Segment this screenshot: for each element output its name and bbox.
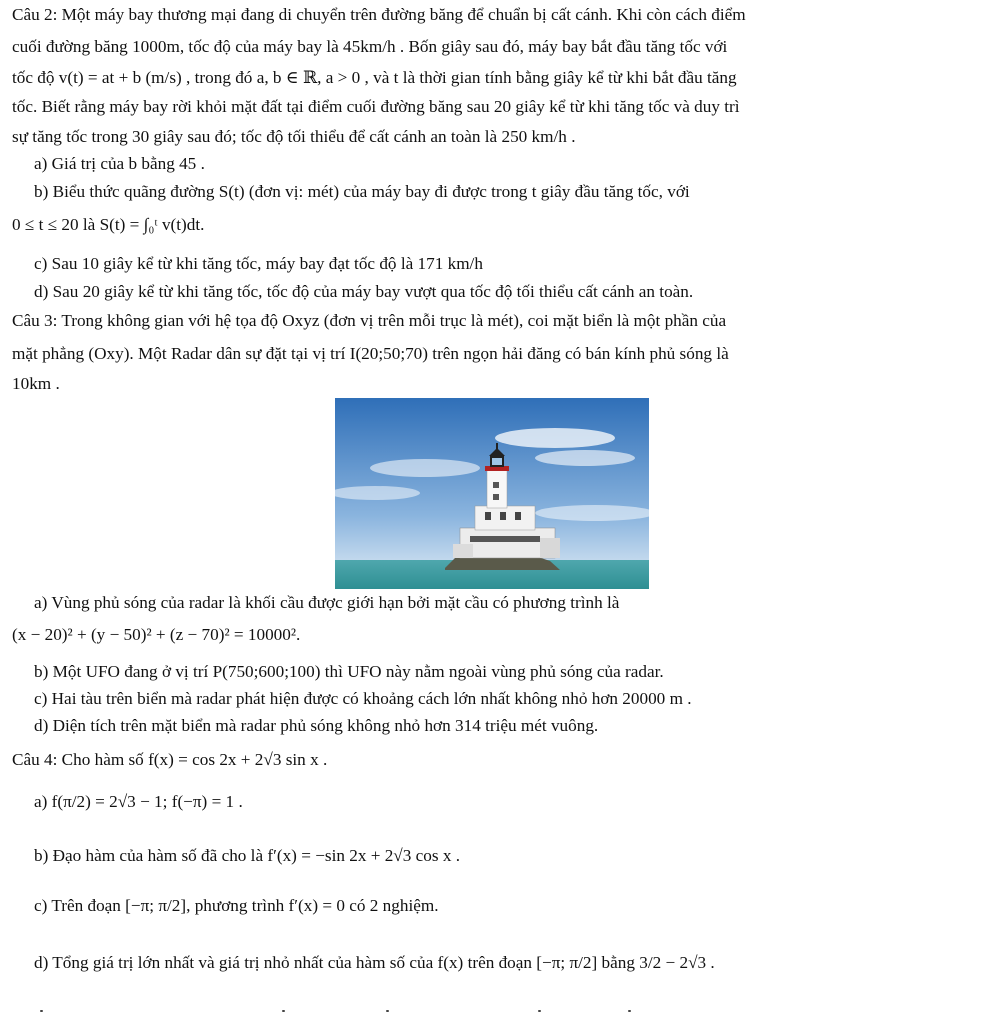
- q2-line2: cuối đường băng 1000m, tốc độ của máy bay là 45km/h . Bốn giây sau đó, máy bay bắt đầu tăng tốc với: [12, 37, 728, 56]
- q4-line1: Câu 4: Cho hàm số f(x) = cos 2x + 2√3 sin x .: [12, 750, 328, 769]
- q3-option-b: b) Một UFO đang ở vị trí P(750;600;100) thì UFO này nằm ngoài vùng phủ sóng của radar.: [34, 662, 664, 681]
- q4-option-c: c) Trên đoạn [−π; π/2], phương trình f′(x) = 0 có 2 nghiệm.: [34, 896, 439, 915]
- q4-option-a: a) f(π/2) = 2√3 − 1; f(−π) = 1 .: [34, 792, 243, 811]
- q2-line4: tốc. Biết rằng máy bay rời khỏi mặt đất tại điểm cuối đường băng sau 20 giây kể từ khi tăng tốc và duy trì: [12, 97, 740, 116]
- q3-line2: mặt phẳng (Oxy). Một Radar dân sự đặt tại vị trí I(20;50;70) trên ngọn hải đăng có bán kính phủ sóng là: [12, 344, 729, 363]
- q4-option-d: d) Tổng giá trị lớn nhất và giá trị nhỏ nhất của hàm số của f(x) trên đoạn [−π; π/2] bằng 3/2 − 2√3 .: [34, 953, 715, 972]
- q2-option-a: a) Giá trị của b bằng 45 .: [34, 154, 205, 173]
- q2-option-b-line2: 0 ≤ t ≤ 20 là S(t) = ∫₀ᵗ v(t)dt.: [12, 215, 205, 234]
- q2-line3: tốc độ v(t) = at + b (m/s) , trong đó a, b ∈ ℝ, a > 0 , và t là thời gian tính bằng giây kể từ khi bắt đầu tăng: [12, 68, 737, 87]
- q3-option-d: d) Diện tích trên mặt biển mà radar phủ sóng không nhỏ hơn 314 triệu mét vuông.: [34, 716, 599, 735]
- q2-option-b-line1: b) Biểu thức quãng đường S(t) (đơn vị: mét) của máy bay đi được trong t giây đầu tăng tốc, với: [34, 182, 690, 201]
- page-bottom-fragment: [0, 1010, 990, 1013]
- q3-line1: Câu 3: Trong không gian với hệ tọa độ Oxyz (đơn vị trên mỗi trục là mét), coi mặt biển là một phần của: [12, 311, 727, 330]
- q3-option-c: c) Hai tàu trên biển mà radar phát hiện được có khoảng cách lớn nhất không nhỏ hơn 20000 m .: [34, 689, 692, 708]
- lighthouse-illustration: [335, 398, 649, 589]
- q2-option-d: d) Sau 20 giây kể từ khi tăng tốc, tốc độ của máy bay vượt qua tốc độ tối thiểu cất cánh an toàn.: [34, 282, 694, 301]
- q3-line3: 10km .: [12, 374, 60, 393]
- q4-option-b: b) Đạo hàm của hàm số đã cho là f′(x) = −sin 2x + 2√3 cos x .: [34, 846, 461, 865]
- q3-option-a-line1: a) Vùng phủ sóng của radar là khối cầu được giới hạn bởi mặt cầu có phương trình là: [34, 593, 620, 612]
- q2-line1: Câu 2: Một máy bay thương mại đang di chuyển trên đường băng để chuẩn bị cất cánh. Khi còn cách điểm: [12, 5, 746, 24]
- q2-option-c: c) Sau 10 giây kể từ khi tăng tốc, máy bay đạt tốc độ là 171 km/h: [34, 254, 483, 273]
- q2-line5: sự tăng tốc trong 30 giây sau đó; tốc độ tối thiểu để cất cánh an toàn là 250 km/h .: [12, 127, 576, 146]
- q3-option-a-line2: (x − 20)² + (y − 50)² + (z − 70)² = 10000².: [12, 625, 301, 644]
- lighthouse-photo: [335, 398, 649, 589]
